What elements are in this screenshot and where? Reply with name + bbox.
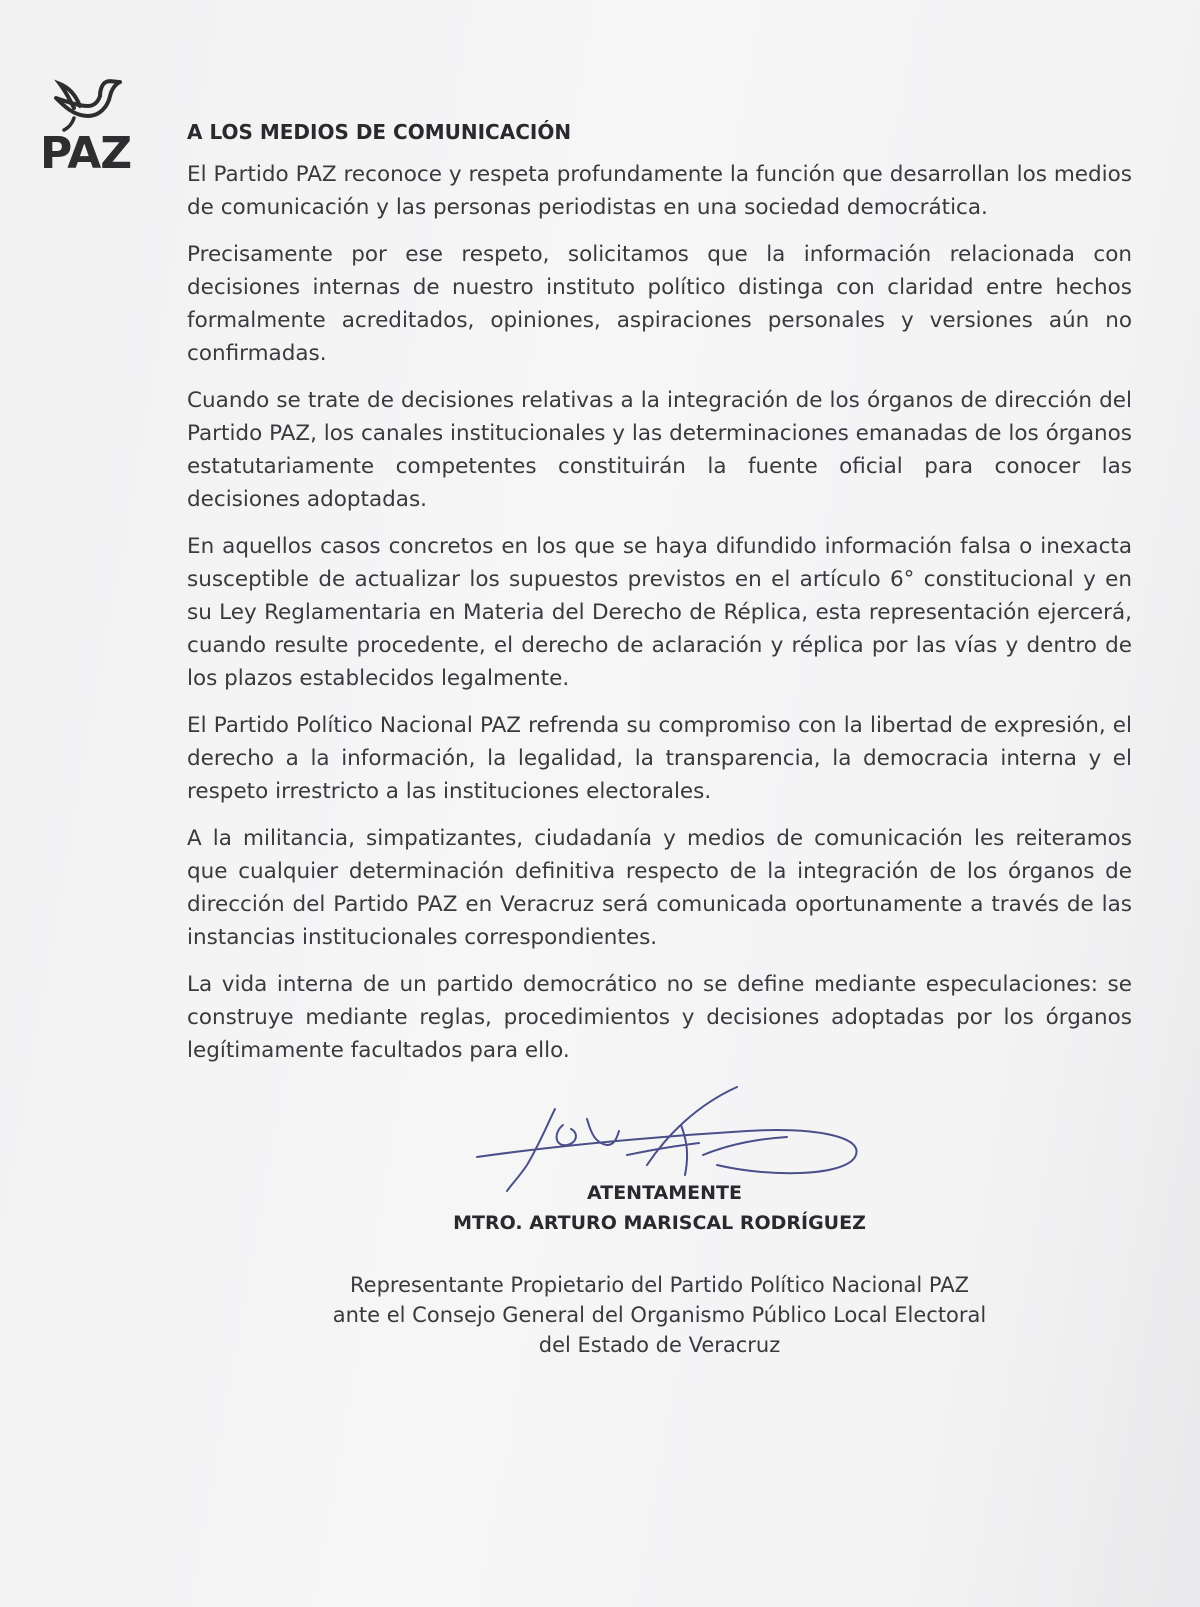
role-line: del Estado de Veracruz (538, 1333, 781, 1357)
party-logo (36, 76, 136, 186)
role-line: Representante Propietario del Partido Político Nacional PAZ (350, 1273, 969, 1297)
paragraph: Cuando se trate de decisiones relativas a la integración de los órganos de dirección del Partido PAZ, los canales institucionales y las determinaciones emanadas de los órganos estatutariamente competentes constituirán la fuente oficial para conocer las decisiones adoptadas. (187, 388, 1132, 512)
dove-icon (50, 76, 122, 132)
logo-wordmark: PAZ (40, 128, 132, 179)
closing-salutation: ATENTAMENTE (587, 1182, 742, 1204)
paragraph: Precisamente por ese respeto, solicitamos que la información relacionada con decisiones internas de nuestro instituto político distinga con claridad entre hechos formalmente acreditados, opiniones, aspiraciones personales y versiones aún no confirmadas. (187, 242, 1132, 366)
role-line: ante el Consejo General del Organismo Público Local Electoral (332, 1303, 987, 1327)
letter-heading: A LOS MEDIOS DE COMUNICACIÓN (187, 120, 572, 144)
signature-block (187, 1085, 1132, 1357)
paragraph: En aquellos casos concretos en los que se haya difundido información falsa o inexacta susceptible de actualizar los supuestos previstos en el artículo 6° constitucional y en su Ley Reglamentaria en Materia del Derecho de Réplica, esta representación ejercerá, cuando resulte procedente, el derecho de aclaración y réplica por las vías y dentro de los plazos establecidos legalmente. (187, 534, 1132, 691)
paragraph: A la militancia, simpatizantes, ciudadanía y medios de comunicación les reiteramos que cualquier determinación definitiva respecto de la integración de los órganos de dirección del Partido PAZ en Veracruz será comunicada oportunamente a través de las instancias institucionales correspondientes. (187, 826, 1132, 950)
paragraph: La vida interna de un partido democrático no se define mediante especulaciones: se construye mediante reglas, procedimientos y decisiones adoptadas por los órganos legítimamente facultados para ello. (187, 972, 1132, 1063)
paragraph: El Partido PAZ reconoce y respeta profundamente la función que desarrollan los medios de comunicación y las personas periodistas en una sociedad democrática. (187, 162, 1132, 220)
signer-role (187, 1270, 1132, 1360)
letter-body (187, 116, 1132, 1081)
signer-name: MTRO. ARTURO MARISCAL RODRÍGUEZ (453, 1212, 866, 1234)
paragraph: El Partido Político Nacional PAZ refrenda su compromiso con la libertad de expresión, el derecho a la información, la legalidad, la transparencia, la democracia interna y el respeto irrestricto a las instituciones electorales. (187, 713, 1132, 804)
